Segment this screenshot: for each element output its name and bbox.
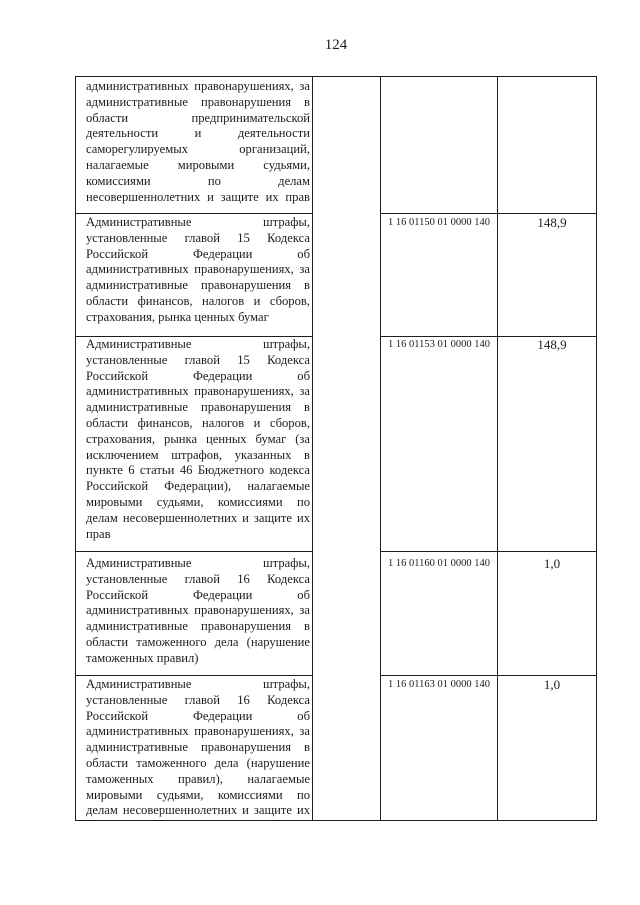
text-line: административные правонарушения в (86, 278, 310, 293)
text-line: области финансов, налогов и сборов, (86, 415, 310, 430)
text-line: административных правонарушениях, за (86, 79, 310, 93)
text-line: области финансов, налогов и сборов, (86, 293, 310, 308)
text-line: страхования, рынка ценных бумаг (за (86, 431, 310, 446)
text-line: пункте 6 статьи 46 Бюджетного кодекса (86, 463, 310, 478)
text-line: области таможенного дела (нарушение (86, 634, 310, 649)
text-line: Российской Федерации об (86, 246, 310, 261)
text-line: саморегулируемых организаций, (86, 142, 310, 157)
text-line: таможенных правил) (86, 650, 199, 665)
text-line: административные правонарушения в (86, 619, 310, 634)
amount-cell: 148,9 (498, 337, 596, 552)
text-line: административных правонарушениях, за (86, 262, 310, 277)
text-line: страхования, рынка ценных бумаг (86, 309, 269, 324)
text-line: Административные штрафы, (86, 677, 310, 691)
text-line: мировыми судьями, комиссиями по (86, 787, 310, 802)
text-line: несовершеннолетних и защите их прав (86, 189, 310, 204)
text-line: исключением штрафов, указанных в (86, 447, 310, 462)
text-line: налагаемые мировыми судьями, (86, 157, 310, 172)
description-cell (76, 77, 313, 214)
text-line: делам несовершеннолетних и защите их (86, 803, 310, 818)
text-line: Административные штрафы, (86, 215, 310, 229)
amount-cell: 1,0 (543, 677, 561, 692)
empty-column-cell (313, 214, 381, 337)
text-line: Административные штрафы, (86, 337, 310, 351)
description-cell (76, 214, 313, 337)
text-line: Административные штрафы, (86, 556, 310, 570)
text-line: установленные главой 16 Кодекса (86, 571, 310, 586)
text-line: установленные главой 15 Кодекса (86, 352, 310, 367)
empty-column-cell (313, 676, 381, 820)
amount-cell (498, 77, 596, 214)
table-row (76, 77, 596, 214)
text-line: области предпринимательской (86, 110, 310, 125)
text-line: комиссиями по делам (86, 173, 310, 188)
text-line: административных правонарушениях, за (86, 384, 310, 399)
text-line: деятельности и деятельности (86, 126, 310, 141)
text-line: административных правонарушениях, за (86, 724, 310, 739)
amount-cell: 1,0 (498, 552, 596, 676)
text-line: административные правонарушения в (86, 740, 310, 755)
text-line: делам несовершеннолетних и защите их (86, 510, 310, 525)
description-cell (76, 676, 313, 820)
budget-code-cell: 1 16 01150 01 0000 140 (381, 214, 498, 337)
text-line: мировыми судьями, комиссиями по (86, 494, 310, 509)
text-line: административные правонарушения в (86, 400, 310, 415)
amount-cell: 148,9 (498, 214, 596, 337)
text-line: Российской Федерации об (86, 708, 310, 723)
description-cell (76, 552, 313, 676)
text-line: области таможенного дела (нарушение (86, 755, 310, 770)
text-line: административных правонарушениях, за (86, 603, 310, 618)
text-line: административные правонарушения в (86, 94, 310, 109)
revenue-table (75, 76, 597, 821)
text-line: Российской Федерации об (86, 587, 310, 602)
page-number: 124 (324, 37, 348, 53)
budget-code-cell: 1 16 01160 01 0000 140 (381, 552, 498, 676)
empty-column-cell (313, 337, 381, 552)
budget-code-cell: 1 16 01163 01 0000 140 (381, 676, 498, 820)
table-row (76, 676, 596, 820)
empty-column-cell (313, 77, 381, 214)
text-line: прав (86, 526, 111, 541)
budget-code-cell: 1 16 01153 01 0000 140 (381, 337, 498, 552)
empty-column-cell (313, 552, 381, 676)
text-line: Российской Федерации), налагаемые (86, 479, 310, 494)
table-row (76, 552, 596, 676)
table-row (76, 337, 596, 552)
text-line: Российской Федерации об (86, 368, 310, 383)
code-cell (381, 77, 498, 214)
text-line: таможенных правил), налагаемые (86, 771, 310, 786)
table-row (76, 214, 596, 337)
text-line: установленные главой 15 Кодекса (86, 230, 310, 245)
text-line: установленные главой 16 Кодекса (86, 692, 310, 707)
description-cell (76, 337, 313, 552)
